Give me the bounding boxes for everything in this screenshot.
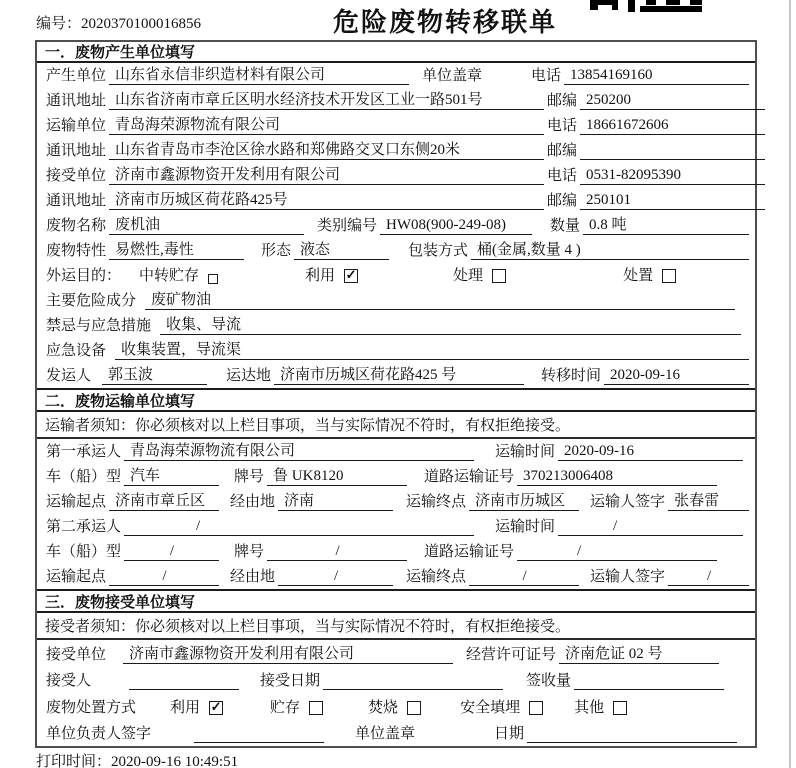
disposal-landfill-checkbox — [529, 701, 543, 715]
waste-pack-label: 包装方式 — [408, 243, 469, 259]
route2-via-label: 经由地 — [230, 569, 276, 585]
receiver-value: 济南市鑫源物资开发利用有限公司 — [109, 163, 544, 185]
transporter-zip-label: 邮编 — [547, 143, 578, 159]
disposal-burn-label: 焚烧 — [368, 699, 399, 716]
waste-props-row — [37, 238, 755, 263]
route1-start-value: 济南市章丘区 — [109, 489, 219, 511]
disposal-other-checkbox — [613, 701, 627, 715]
sign-date-value — [527, 726, 737, 743]
serial-number — [36, 12, 201, 33]
accept-date-value — [323, 673, 503, 690]
vehicle2-type-value: / — [124, 543, 219, 561]
dispatch-row — [37, 363, 755, 388]
waste-qty-value: 0.8 吨 — [583, 213, 749, 235]
vehicle2-road-label: 道路运输证号 — [424, 544, 515, 560]
route2-sign-label: 运输人签字 — [590, 569, 666, 585]
waste-name-value: 废机油 — [109, 213, 304, 235]
carrier1-time-value: 2020-09-16 — [558, 443, 743, 461]
waste-form-value: 液态 — [294, 238, 389, 260]
route1-end-label: 运输终点 — [406, 494, 467, 510]
taboo-label: 禁忌与应急措施 — [46, 318, 152, 334]
equipment-value: 收集装置，导流渠 — [115, 338, 749, 360]
acceptor-value — [129, 673, 239, 690]
purpose-utilize-checkbox — [344, 269, 358, 283]
qr-code-fragment — [590, 0, 712, 13]
receiver-address-row — [37, 188, 755, 213]
accept-unit-value: 济南市鑫源物资开发利用有限公司 — [123, 642, 453, 664]
accept-unit-row — [37, 640, 755, 667]
hazard-value: 废矿物油 — [145, 288, 735, 310]
print-time-value: 2020-09-16 10:49:51 — [111, 754, 239, 768]
vehicle2-row — [37, 539, 755, 564]
waste-props-value: 易燃性,毒性 — [109, 238, 244, 260]
print-time — [36, 750, 238, 768]
purpose-row — [37, 263, 755, 288]
waste-code-label: 类别编号 — [317, 218, 378, 234]
page-edge-line — [789, 0, 791, 768]
route2-start-value: / — [109, 568, 219, 586]
vehicle2-road-value: / — [517, 543, 717, 561]
producer-value: 山东省永信非织造材料有限公司 — [109, 63, 409, 85]
destination-label: 运达地 — [226, 368, 272, 384]
waste-props-label: 废物特性 — [46, 243, 107, 259]
route2-end-value: / — [469, 568, 579, 586]
receiver-phone-value: 0531-82095390 — [580, 167, 765, 185]
carrier1-row — [37, 439, 755, 464]
purpose-storage-checkbox — [208, 274, 218, 284]
vehicle1-road-label: 道路运输证号 — [424, 469, 515, 485]
disposal-store-label: 贮存 — [270, 699, 301, 716]
producer-zip-label: 邮编 — [547, 93, 578, 109]
acceptor-label: 接受人 — [46, 673, 92, 689]
vehicle1-plate-value: 鲁 UK8120 — [267, 464, 407, 486]
accept-date-label: 接受日期 — [260, 673, 321, 689]
section1-header: 一．废物产生单位填写 — [37, 42, 755, 63]
receiver-label: 接受单位 — [46, 168, 107, 184]
transfer-time-label: 转移时间 — [541, 368, 602, 384]
transporter-row — [37, 113, 755, 138]
waste-name-row — [37, 213, 755, 238]
section3-header: 三．废物接受单位填写 — [37, 589, 755, 613]
purpose-dispose-checkbox — [662, 269, 676, 283]
seal-label: 单位盖章 — [422, 68, 483, 84]
route1-via-value: 济南 — [278, 489, 393, 511]
route2-sign-value: / — [668, 568, 749, 586]
route1-sign-value: 张春雷 — [668, 489, 749, 511]
route2-via-value: / — [278, 568, 393, 586]
vehicle1-type-label: 车（船）型 — [46, 469, 122, 485]
acceptor-row — [37, 667, 755, 694]
license-value: 济南危证 02 号 — [559, 642, 719, 664]
sign-date-label: 日期 — [493, 726, 524, 742]
purpose-treat-checkbox — [492, 269, 506, 283]
route1-sign-label: 运输人签字 — [590, 494, 666, 510]
print-time-label: 打印时间： — [36, 754, 112, 768]
receiver-address-label: 通讯地址 — [46, 193, 107, 209]
purpose-option-storage-label: 中转贮存 — [139, 268, 200, 284]
route1-via-label: 经由地 — [230, 494, 276, 510]
disposal-burn-checkbox — [407, 701, 421, 715]
dispatcher-label: 发运人 — [46, 368, 92, 384]
destination-value: 济南市历城区荷花路425 号 — [274, 363, 524, 385]
transporter-zip-value — [580, 143, 765, 160]
dispatcher-value: 郭玉波 — [102, 363, 207, 385]
transfer-time-value: 2020-09-16 — [604, 367, 749, 385]
equipment-row — [37, 338, 755, 363]
producer-row — [37, 63, 755, 88]
hazard-label: 主要危险成分 — [46, 293, 137, 309]
purpose-option-utilize-label: 利用 — [305, 268, 336, 284]
disposal-other-label: 其他 — [574, 699, 605, 716]
producer-address-row — [37, 88, 755, 113]
carrier1-value: 青岛海荣源物流有限公司 — [124, 439, 474, 461]
route2-end-label: 运输终点 — [406, 569, 467, 585]
serial-label: 编号： — [36, 16, 82, 32]
carrier2-row — [37, 514, 755, 539]
vehicle1-plate-label: 牌号 — [234, 469, 265, 485]
purpose-option-treat-label: 处理 — [453, 268, 484, 284]
accept-unit-label: 接受单位 — [46, 646, 107, 663]
vehicle1-type-value: 汽车 — [124, 464, 219, 486]
route2-row — [37, 564, 755, 589]
equipment-label: 应急设备 — [46, 343, 107, 359]
acceptor-notice: 接受者须知：你必须核对以上栏目事项，当与实际情况不符时，有权拒绝接受。 — [37, 613, 755, 640]
carrier1-time-label: 运输时间 — [495, 444, 556, 460]
transporter-address-row — [37, 138, 755, 163]
route1-end-value: 济南市历城区 — [469, 489, 579, 511]
waste-name-label: 废物名称 — [46, 218, 107, 234]
hazard-row — [37, 288, 755, 313]
serial-value: 2020370100016856 — [81, 16, 202, 32]
vehicle1-row — [37, 464, 755, 489]
receiver-address-value: 济南市历城区荷花路425号 — [109, 188, 544, 210]
section2-header: 二．废物运输单位填写 — [37, 388, 755, 412]
carrier2-time-value: / — [558, 518, 743, 536]
receiver-zip-label: 邮编 — [547, 193, 578, 209]
transporter-label: 运输单位 — [46, 118, 107, 134]
vehicle2-type-label: 车（船）型 — [46, 544, 122, 560]
responsible-sign-label: 单位负责人签字 — [46, 726, 152, 742]
receiver-row — [37, 163, 755, 188]
waste-code-value: HW08(900-249-08) — [380, 217, 532, 235]
producer-phone-value: 13854169160 — [564, 67, 749, 85]
disposal-utilize-label: 利用 — [170, 699, 201, 716]
disposal-utilize-checkbox — [209, 701, 223, 715]
producer-zip-value: 250200 — [580, 92, 765, 110]
transporter-phone-label: 电话 — [547, 118, 578, 134]
vehicle2-plate-value: / — [267, 543, 407, 561]
route1-start-label: 运输起点 — [46, 494, 107, 510]
transporter-address-label: 通讯地址 — [46, 143, 107, 159]
waste-qty-label: 数量 — [549, 218, 580, 234]
receiver-phone-label: 电话 — [547, 168, 578, 184]
purpose-label: 外运目的： — [46, 268, 122, 284]
license-label: 经营许可证号 — [466, 646, 557, 663]
disposal-row — [37, 693, 755, 720]
carrier2-time-label: 运输时间 — [495, 519, 556, 535]
producer-address-label: 通讯地址 — [46, 93, 107, 109]
transporter-address-value: 山东省青岛市李沧区徐水路和郑佛路交叉口东侧20米 — [109, 138, 544, 160]
unit-seal-label: 单位盖章 — [355, 726, 416, 742]
producer-address-value: 山东省济南市章丘区明水经济技术开发区工业一路501号 — [109, 88, 544, 110]
disposal-store-checkbox — [309, 701, 323, 715]
carrier2-value: / — [124, 518, 474, 536]
transporter-phone-value: 18661672606 — [580, 117, 765, 135]
purpose-option-dispose-label: 处置 — [623, 268, 654, 284]
taboo-value: 收集、导流 — [160, 313, 741, 335]
transporter-value: 青岛海荣源物流有限公司 — [109, 113, 544, 135]
route1-row — [37, 489, 755, 514]
taboo-row — [37, 313, 755, 338]
transporter-notice: 运输者须知：你必须核对以上栏目事项，当与实际情况不符时，有权拒绝接受。 — [37, 412, 755, 439]
manifest-form — [35, 40, 757, 748]
carrier2-label: 第二承运人 — [46, 519, 122, 535]
vehicle2-plate-label: 牌号 — [234, 544, 265, 560]
route2-start-label: 运输起点 — [46, 569, 107, 585]
signature-row — [37, 720, 755, 747]
carrier1-label: 第一承运人 — [46, 444, 122, 460]
receipt-qty-value — [574, 673, 724, 690]
receiver-zip-value: 250101 — [580, 192, 765, 210]
waste-form-label: 形态 — [261, 243, 292, 259]
producer-phone-label: 电话 — [530, 68, 561, 84]
receipt-qty-label: 签收量 — [525, 673, 571, 689]
vehicle1-road-value: 370213006408 — [517, 468, 717, 486]
disposal-label: 废物处置方式 — [46, 699, 137, 716]
page-title: 危险废物转移联单 — [332, 8, 557, 37]
waste-pack-value: 桶(金属,数量 4 ) — [471, 238, 749, 260]
responsible-sign-value — [194, 726, 324, 743]
disposal-landfill-label: 安全填埋 — [460, 699, 521, 716]
producer-label: 产生单位 — [46, 68, 107, 84]
